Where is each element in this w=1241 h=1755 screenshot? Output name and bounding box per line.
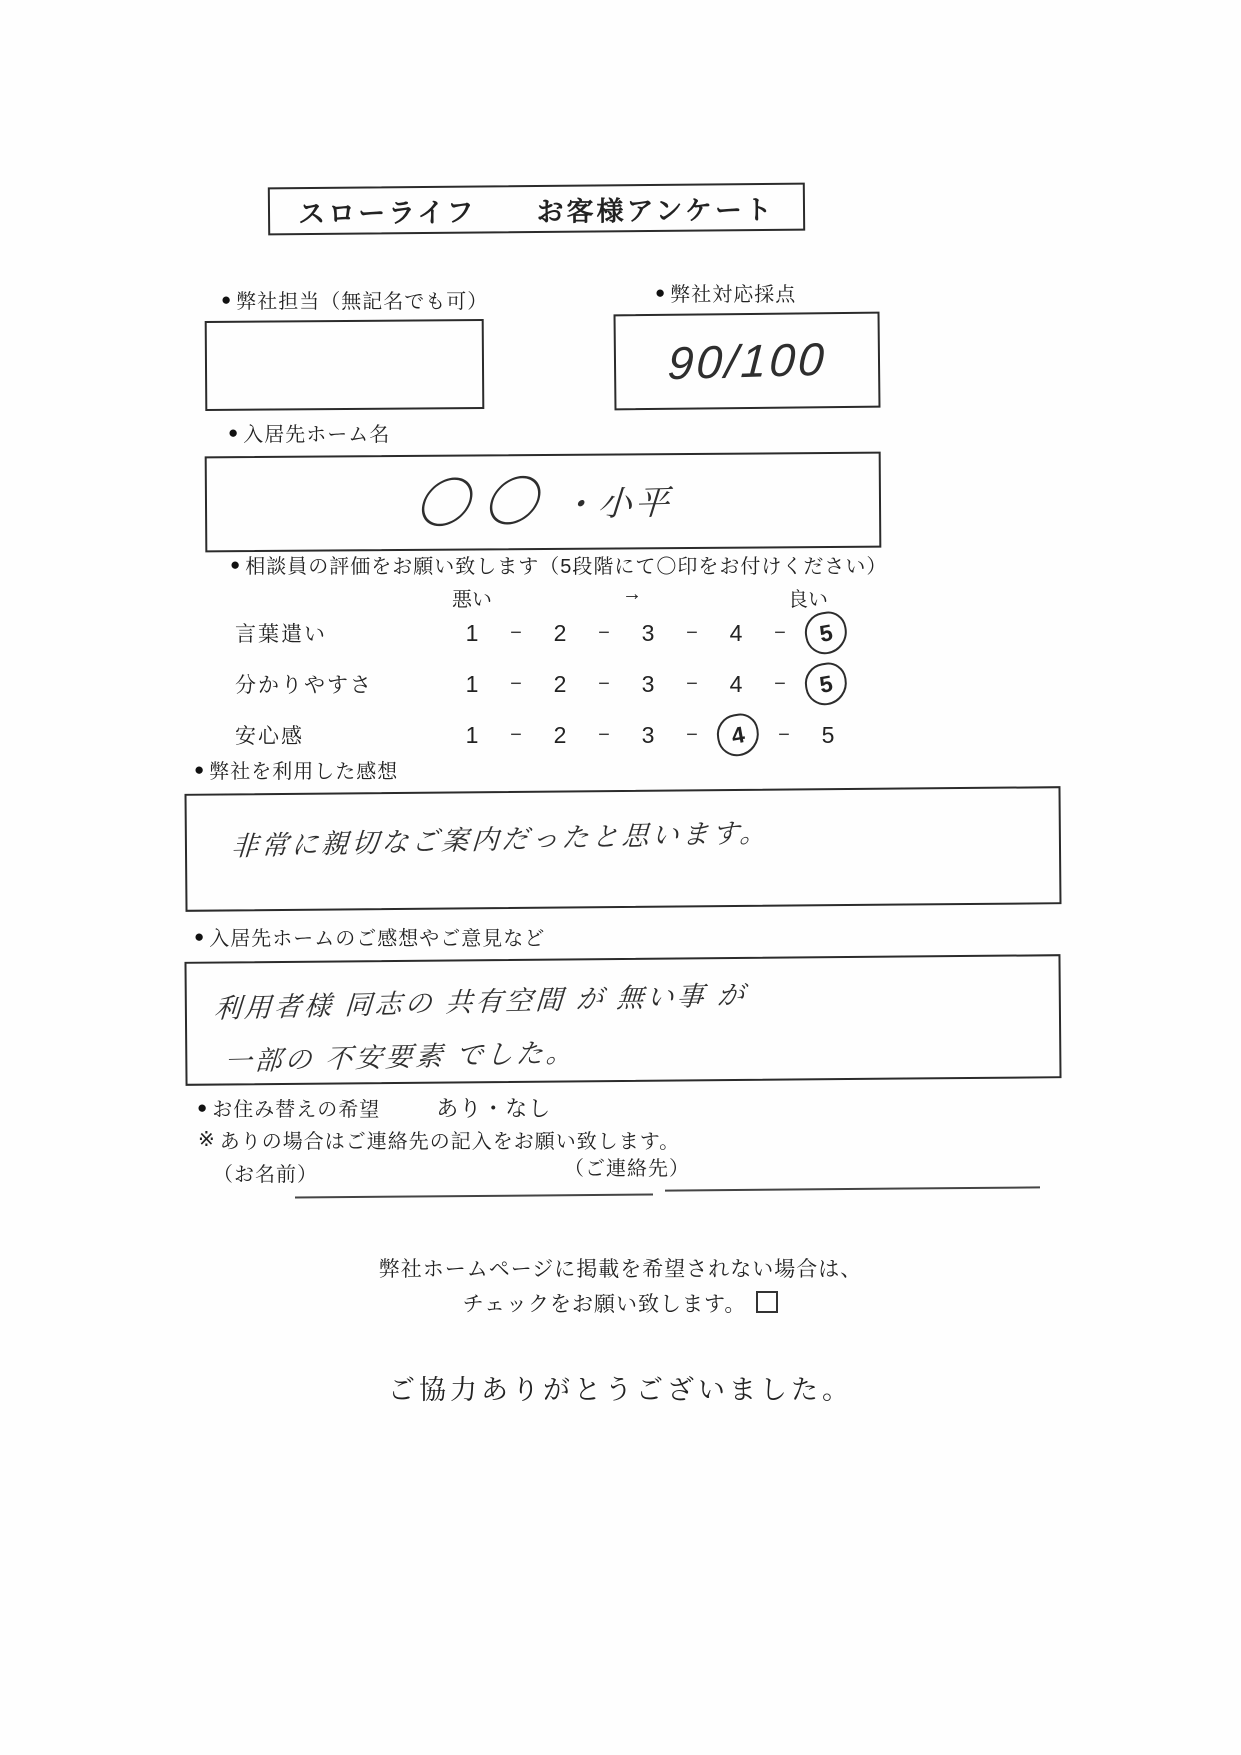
rating-value: 3: [641, 619, 655, 646]
publish-optout-line1: 弊社ホームページに掲載を希望されない場合は、: [378, 1258, 863, 1281]
relocation-note: ありの場合はご連絡先の記入をお願い致します。: [219, 1131, 681, 1153]
bullet-icon: ●: [194, 760, 206, 779]
impression-input-box: [185, 786, 1062, 912]
staff-input-box: [205, 319, 485, 411]
score-input-box: [614, 312, 881, 411]
rating-dash: −: [598, 621, 610, 644]
rating-rows: [235, 612, 915, 756]
rating-value-selected: 4: [714, 711, 763, 760]
score-label: 弊社対応採点: [670, 284, 797, 306]
rating-scale-bad: 悪い: [452, 589, 492, 611]
home-value-circles: 〇〇: [412, 471, 553, 536]
rating-value: 1: [465, 670, 479, 697]
rating-dash: −: [510, 672, 522, 695]
name-write-line: [295, 1193, 653, 1198]
publish-optout-line2: チェックをお願い致します。: [462, 1293, 747, 1316]
relocation-section-label: [197, 1092, 551, 1123]
impression-value: 非常に親切なご案内だったと思います。: [230, 817, 771, 862]
bullet-icon: ●: [655, 283, 667, 302]
home-feedback-line1: 利用者様 同志の 共有空間 が 無い事 が: [213, 979, 749, 1024]
rating-row: [235, 612, 915, 654]
home-feedback-line2: 一部の 不安要素 でした。: [223, 1037, 577, 1077]
rating-label: 相談員の評価をお願い致します（5段階にて〇印をお付けください）: [245, 556, 888, 578]
publish-optout-line1-row: [0, 1253, 1241, 1283]
relocation-label: お住み替えの希望: [212, 1099, 381, 1121]
bullet-icon: ●: [197, 1098, 209, 1117]
rating-value: 3: [641, 670, 655, 697]
home-value-suffix: ・小平: [559, 483, 673, 525]
thanks-row: [0, 1368, 1241, 1407]
rating-value: 2: [553, 619, 567, 646]
rating-value: 1: [465, 619, 479, 646]
home-input-box: [205, 452, 882, 553]
rating-dash: −: [510, 723, 522, 746]
rating-row-label: 安心感: [235, 725, 304, 748]
rating-dash: −: [598, 672, 610, 695]
rating-value: 1: [465, 721, 479, 748]
rating-value: 3: [641, 721, 655, 748]
rating-dash: −: [686, 723, 698, 746]
home-label: 入居先ホーム名: [243, 424, 391, 446]
rating-value: 2: [553, 670, 567, 697]
arrow-right-icon: →: [622, 583, 642, 605]
publish-optout-checkbox: [756, 1291, 778, 1313]
impression-section-label: [194, 755, 398, 784]
contact-write-line: [665, 1186, 1040, 1191]
rating-row-label: 言葉遣い: [235, 623, 327, 646]
rating-dash: −: [598, 723, 610, 746]
thanks-message: ご協力ありがとうございました。: [388, 1375, 853, 1405]
score-value: 90/100: [666, 332, 828, 390]
home-feedback-input-box: [184, 954, 1061, 1086]
rating-dash: −: [686, 621, 698, 644]
rating-value: 4: [729, 670, 743, 697]
bullet-icon: ●: [230, 555, 242, 574]
relocation-options: あり・なし: [436, 1096, 552, 1121]
note-mark-icon: ※: [198, 1129, 216, 1151]
relocation-note-row: [198, 1125, 680, 1154]
rating-row: [235, 714, 915, 756]
impression-label: 弊社を利用した感想: [209, 761, 399, 783]
rating-scale-good: 良い: [788, 589, 828, 611]
rating-dash: −: [778, 723, 790, 746]
rating-value-selected: 5: [802, 609, 851, 658]
bullet-icon: ●: [194, 927, 206, 946]
rating-value: 5: [821, 721, 835, 748]
form-title: スローライフ お客様アンケート: [298, 194, 776, 229]
rating-dash: −: [686, 672, 698, 695]
form-title-box: [268, 183, 805, 236]
staff-section-label: [221, 285, 488, 314]
rating-row: [235, 663, 915, 705]
rating-dash: −: [774, 621, 786, 644]
home-feedback-label: 入居先ホームのご感想やご意見など: [209, 928, 546, 950]
publish-optout-line2-row: [0, 1288, 1241, 1318]
score-section-label: [655, 278, 796, 307]
relocation-name-label: （お名前）: [213, 1164, 318, 1186]
relocation-contact-label: （ご連絡先）: [564, 1158, 690, 1180]
home-feedback-section-label: [194, 922, 545, 951]
rating-value-selected: 5: [802, 660, 851, 709]
rating-dash: −: [510, 621, 522, 644]
rating-value: 2: [553, 721, 567, 748]
rating-row-label: 分かりやすさ: [235, 674, 373, 697]
rating-section-label: [230, 550, 887, 579]
staff-label: 弊社担当（無記名でも可）: [236, 291, 489, 313]
home-section-label: [228, 418, 390, 447]
bullet-icon: ●: [221, 290, 233, 309]
rating-dash: −: [774, 672, 786, 695]
bullet-icon: ●: [228, 423, 240, 442]
home-value: [412, 471, 674, 536]
rating-value: 4: [729, 619, 743, 646]
